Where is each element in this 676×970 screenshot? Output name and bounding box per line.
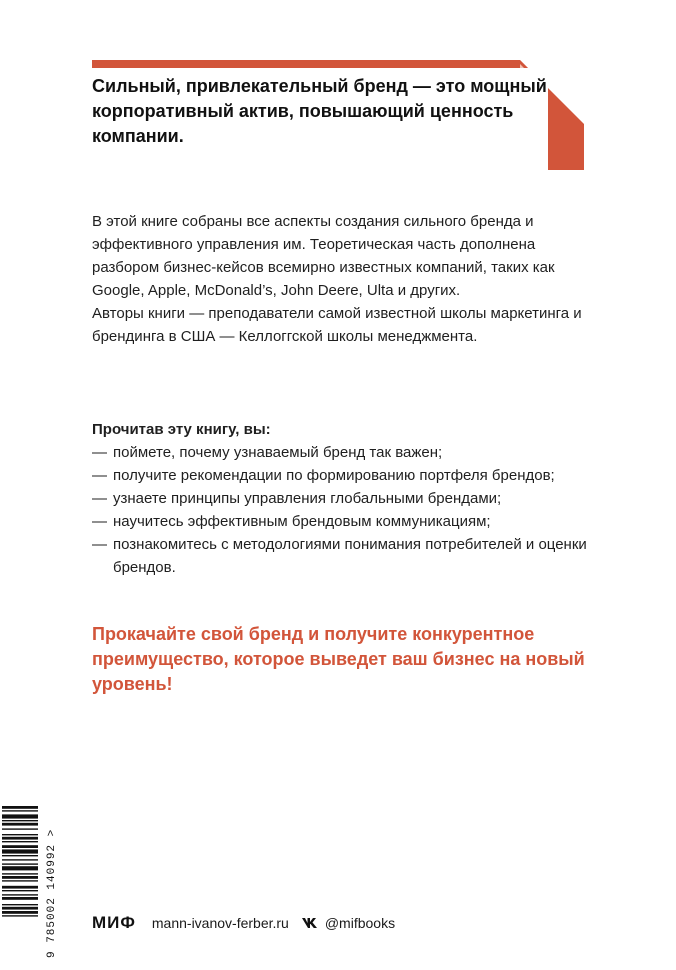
list-item-text: узнаете принципы управления глобальными брендами; (113, 490, 502, 507)
barcode-bar (2, 876, 38, 879)
benefits-title: Прочитав эту книгу, вы: (92, 421, 271, 438)
barcode-digits: 9 785002 140992 > (46, 828, 58, 958)
list-item (92, 510, 592, 533)
list-item-text: поймете, почему узнаваемый бренд так важен; (113, 444, 443, 461)
dash-marker: — (92, 536, 107, 553)
barcode-bar (2, 897, 38, 900)
dash-marker: — (92, 467, 107, 484)
publisher-website-link[interactable]: mann-ivanov-ferber.ru (151, 915, 289, 931)
dash-marker: — (92, 444, 107, 461)
banner-strip (92, 60, 520, 68)
barcode-bar (2, 880, 38, 881)
barcode-bar (2, 873, 38, 874)
footer (92, 913, 395, 933)
barcode-bar (2, 849, 38, 853)
barcode-bar (2, 814, 38, 818)
barcode-bar (2, 810, 38, 811)
barcode-bar (2, 911, 38, 914)
barcode-bar (2, 890, 38, 891)
barcode-bar (2, 907, 38, 910)
list-item (92, 533, 592, 579)
dash-marker: — (92, 490, 107, 507)
dash-marker: — (92, 513, 107, 530)
barcode-bar (2, 886, 38, 889)
vk-icon (301, 917, 319, 929)
intro-paragraph-1: В этой книге собраны все аспекты создания сильного бренда и эффективного управления им. Теоретическая часть дополнена разбором бизнес-кейсов всемирно известных компаний, таких как Google, Apple, McDonald’s, John Deere, Ulta и других. (92, 213, 555, 299)
barcode-bar (2, 915, 38, 916)
barcode-bar (2, 855, 38, 856)
barcode (0, 800, 40, 970)
list-item-text: научитесь эффективным брендовым коммуникациям; (113, 513, 491, 530)
barcode-bar (2, 820, 38, 821)
list-item (92, 464, 592, 487)
intro-text (92, 210, 592, 348)
call-to-action: Прокачайте свой бренд и получите конкурентное преимущество, которое выведет ваш бизнес на новый уровень! (92, 624, 585, 694)
benefits-block (92, 418, 592, 579)
headline: Сильный, привлекательный бренд — это мощный корпоративный актив, повышающий ценность компании. (92, 76, 547, 146)
intro-paragraph-2: Авторы книги — преподаватели самой известной школы маркетинга и брендинга в США — Келлоггской школы менеджмента. (92, 305, 582, 345)
publisher-logo: МИФ (92, 913, 136, 932)
benefits-list (92, 441, 592, 579)
barcode-bar (2, 841, 38, 842)
list-item (92, 441, 592, 464)
barcode-bar (2, 845, 38, 848)
barcode-bar (2, 894, 38, 895)
list-item (92, 487, 592, 510)
barcode-bar (2, 837, 38, 840)
barcode-bar (2, 859, 38, 860)
barcode-bar (2, 866, 38, 870)
barcode-bar (2, 834, 38, 835)
barcode-bar (2, 863, 38, 864)
barcode-bar (2, 904, 38, 905)
barcode-bar (2, 806, 38, 809)
list-item-text: получите рекомендации по формированию портфеля брендов; (113, 467, 555, 484)
list-item-text: познакомитесь с методологиями понимания потребителей и оценки брендов. (113, 536, 587, 576)
barcode-bar (2, 828, 38, 829)
social-handle-link[interactable]: @mifbooks (324, 915, 396, 931)
barcode-bar (2, 823, 38, 826)
